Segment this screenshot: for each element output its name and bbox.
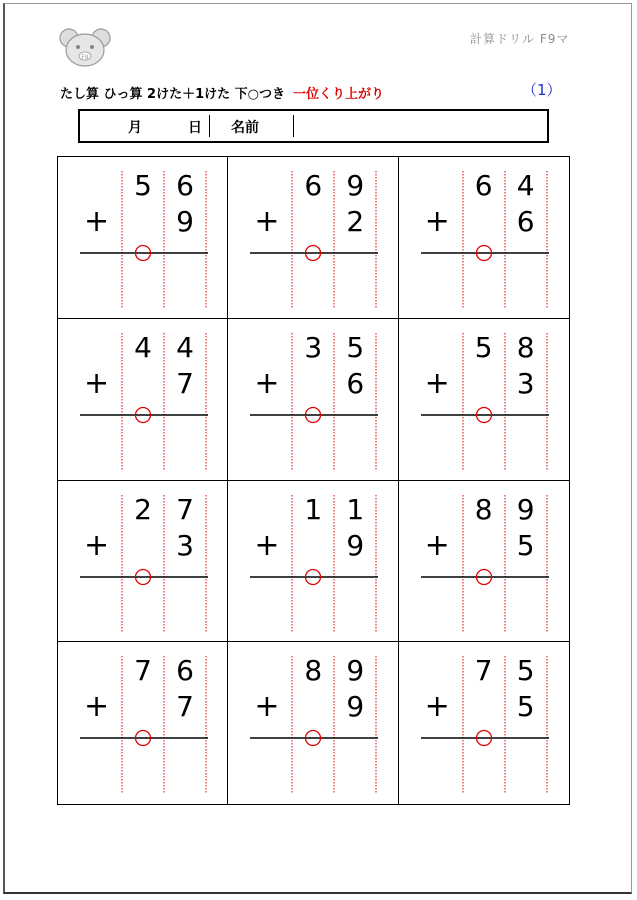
title-highlight: 一位くり上がり xyxy=(293,87,385,102)
top-ones-digit: 4 xyxy=(516,169,535,202)
problem-cell xyxy=(228,481,398,643)
bottom-ones-digit: 5 xyxy=(516,528,535,562)
top-tens-digit: 7 xyxy=(134,654,152,688)
title-text: たし算 ひっ算 2けた＋1けた 下○つき xyxy=(60,87,286,102)
top-ones-digit: 9 xyxy=(346,654,365,688)
bottom-ones-digit: 9 xyxy=(346,690,365,724)
plus-sign: + xyxy=(84,365,110,401)
bottom-ones-digit: 6 xyxy=(346,366,365,400)
bottom-ones-digit: 9 xyxy=(176,205,194,238)
bottom-ones-digit: 6 xyxy=(516,205,535,238)
plus-sign: + xyxy=(424,204,450,239)
plus-sign: + xyxy=(424,527,450,563)
problem-cell xyxy=(58,157,228,319)
top-tens-digit: 8 xyxy=(304,654,323,688)
top-tens-digit: 2 xyxy=(134,492,152,526)
top-tens-digit: 6 xyxy=(304,169,323,202)
top-tens-digit: 1 xyxy=(304,492,323,526)
problem-cell xyxy=(228,157,398,319)
bottom-ones-digit: 3 xyxy=(176,528,194,562)
problem-cell xyxy=(399,157,569,319)
plus-sign: + xyxy=(254,527,280,563)
top-ones-digit: 6 xyxy=(176,169,194,202)
problem-grid xyxy=(57,156,570,805)
bottom-ones-digit: 7 xyxy=(176,690,194,724)
problem-cell xyxy=(58,642,228,804)
top-tens-digit: 3 xyxy=(304,330,323,364)
plus-sign: + xyxy=(84,204,110,239)
month-label: 月 xyxy=(128,120,142,136)
top-ones-digit: 9 xyxy=(516,492,535,526)
plus-sign: + xyxy=(84,527,110,563)
top-ones-digit: 5 xyxy=(346,330,365,364)
problem-cell xyxy=(399,319,569,481)
plus-sign: + xyxy=(424,689,450,725)
top-ones-digit: 4 xyxy=(176,330,194,364)
top-ones-digit: 7 xyxy=(176,492,194,526)
divider xyxy=(209,115,210,137)
bear-face-icon xyxy=(57,28,113,68)
problem-cell xyxy=(58,481,228,643)
plus-sign: + xyxy=(424,365,450,401)
top-ones-digit: 5 xyxy=(516,654,535,688)
top-tens-digit: 7 xyxy=(474,654,493,688)
worksheet-title xyxy=(60,83,384,102)
top-ones-digit: 9 xyxy=(346,169,365,202)
name-date-bar xyxy=(78,109,549,143)
top-ones-digit: 8 xyxy=(516,330,535,364)
name-field[interactable] xyxy=(296,113,545,139)
divider xyxy=(293,115,294,137)
bottom-ones-digit: 5 xyxy=(516,690,535,724)
sheet-number: （1） xyxy=(522,81,562,99)
plus-sign: + xyxy=(254,689,280,725)
plus-sign: + xyxy=(254,204,280,239)
problem-cell xyxy=(228,642,398,804)
top-tens-digit: 6 xyxy=(474,169,493,202)
day-label: 日 xyxy=(188,120,202,136)
top-ones-digit: 1 xyxy=(346,492,365,526)
problem-cell xyxy=(399,642,569,804)
top-tens-digit: 5 xyxy=(474,330,493,364)
logo-text: F9 xyxy=(81,54,89,61)
name-label: 名前 xyxy=(231,120,259,136)
bottom-ones-digit: 2 xyxy=(346,205,365,238)
top-tens-digit: 8 xyxy=(474,492,493,526)
problem-cell xyxy=(399,481,569,643)
problem-cell xyxy=(228,319,398,481)
bottom-ones-digit: 7 xyxy=(176,366,194,400)
brand-label: 計算ドリル F9マ xyxy=(470,32,570,46)
plus-sign: + xyxy=(254,365,280,401)
top-tens-digit: 5 xyxy=(134,169,152,202)
top-tens-digit: 4 xyxy=(134,330,152,364)
problem-cell xyxy=(58,319,228,481)
plus-sign: + xyxy=(84,689,110,725)
bottom-ones-digit: 9 xyxy=(346,528,365,562)
bottom-ones-digit: 3 xyxy=(516,366,535,400)
top-ones-digit: 6 xyxy=(176,654,194,688)
